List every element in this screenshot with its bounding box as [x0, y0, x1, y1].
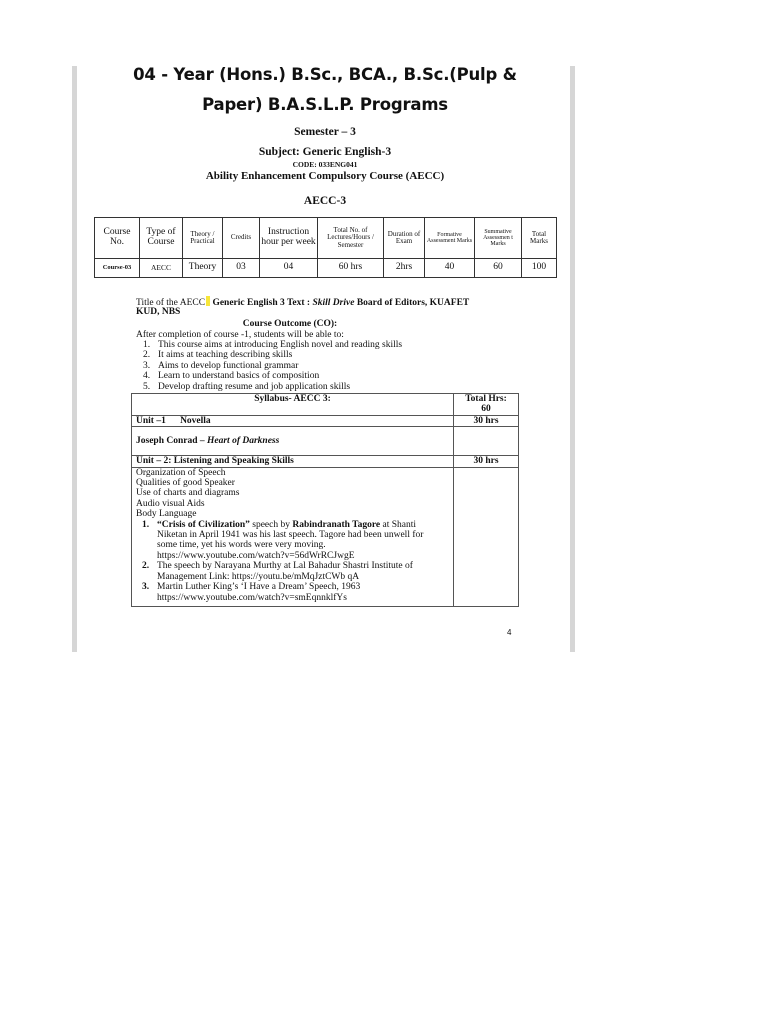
program-title-line1: 04 - Year (Hons.) B.Sc., BCA., B.Sc.(Pulp &	[133, 65, 517, 84]
semester-label: Semester – 3	[294, 126, 356, 138]
page-left-edge	[72, 66, 77, 652]
unit1-title: Unit –1 Novella	[132, 415, 454, 426]
unit1-content-row	[132, 427, 519, 456]
list-item: 5. Develop drafting resume and job application skills	[143, 381, 351, 392]
topic-item: Audio visual Aids	[136, 498, 205, 509]
syllabus-header-row	[132, 394, 519, 416]
unit1-content: Joseph Conrad – Heart of Darkness	[132, 427, 454, 456]
table-cell: 2hrs	[384, 259, 425, 278]
course-outcome-intro: After completion of course -1, students will be able to:	[136, 330, 344, 340]
speech2-link[interactable]: Management Link: https://youtu.be/mMqJztCWb qA	[157, 571, 360, 582]
page-number: 4	[507, 628, 512, 637]
course-code: CODE: 033ENG041	[292, 160, 358, 169]
list-item: 2. It aims at teaching describing skills	[143, 350, 293, 361]
list-item: 3. Aims to develop functional grammar	[143, 360, 299, 371]
topic-item: Organization of Speech	[136, 467, 226, 478]
header-cell: Total No. of Lectures/Hours / Semester	[318, 218, 384, 259]
title-info-book: Skill Drive	[312, 298, 355, 308]
header-cell: Duration of Exam	[384, 218, 425, 259]
program-title-line2: Paper) B.A.S.L.P. Programs	[202, 95, 448, 114]
subject-label: Subject: Generic English-3	[258, 146, 392, 158]
syllabus-table	[131, 393, 519, 607]
total-hours-value: 60	[481, 404, 491, 415]
course-outcome-list	[137, 340, 402, 392]
speech1-author: Rabindranath Tagore	[292, 519, 381, 530]
total-hours-cell	[454, 394, 519, 416]
unit1-book: Heart of Darkness	[207, 436, 280, 447]
header-cell: Instruction hour per week	[260, 218, 318, 259]
unit2-title-row	[132, 456, 519, 467]
header-cell: Type of Course	[140, 218, 183, 259]
table-cell: Course-03	[95, 259, 140, 278]
header-cell: Theory / Practical	[183, 218, 223, 259]
table-cell: 40	[425, 259, 475, 278]
page-right-edge	[570, 66, 575, 652]
header-cell: Credits	[223, 218, 260, 259]
table-cell: Theory	[183, 259, 223, 278]
title-info-line2: KUD, NBS	[136, 307, 181, 317]
course-id: AECC-3	[303, 195, 347, 207]
speech3-link[interactable]: https://www.youtube.com/watch?v=smEqnnklfYs	[157, 592, 347, 603]
speech-item: 1. “Crisis of Civilization” speech by Rabindranath Tagore at Shanti Niketan in April 1941 was his last speech. Tagore had been unwell for some time, yet his words were very moving. https://www.youtube.com/watch?v=56dWrRCJwgE	[136, 520, 449, 562]
topic-item: Qualities of good Speaker	[136, 478, 235, 489]
title-info-text: Generic English 3 Text :	[212, 298, 313, 308]
speech1-link[interactable]: https://www.youtube.com/watch?v=56dWrRCJwgE	[157, 550, 355, 561]
title-info-line1	[136, 296, 469, 308]
header-cell: Total Marks	[522, 218, 557, 259]
topic-item: Use of charts and diagrams	[136, 488, 240, 499]
header-cell: Summative Assessmen t Marks	[475, 218, 522, 259]
unit2-title: Unit – 2: Listening and Speaking Skills	[132, 456, 454, 467]
header-cell: Course No.	[95, 218, 140, 259]
course-table-header-row	[95, 218, 557, 259]
header-cell: Formative Assessment Marks	[425, 218, 475, 259]
list-item: 1. This course aims at introducing English novel and reading skills	[143, 340, 403, 350]
course-table-row	[95, 259, 557, 278]
title-info-suffix: Board of Editors, KUAFET	[354, 298, 470, 308]
speech-item: 2. The speech by Narayana Murthy at Lal Bahadur Shastri Institute of Management Link: https://youtu.be/mMqJztCWb qA	[136, 561, 449, 582]
table-cell: 100	[522, 259, 557, 278]
topic-item: Body Language	[136, 509, 197, 520]
total-hours-label: Total Hrs:	[465, 394, 507, 404]
course-type: Ability Enhancement Compulsory Course (AECC)	[205, 170, 445, 182]
empty-cell	[454, 427, 519, 456]
table-cell: 03	[223, 259, 260, 278]
course-outcome-heading: Course Outcome (CO):	[242, 319, 338, 329]
unit2-hours: 30 hrs	[454, 456, 519, 467]
table-cell: 04	[260, 259, 318, 278]
speech-item: 3. Martin Luther King’s ‘I Have a Dream’ Speech, 1963 https://www.youtube.com/watch?v=smEqnnklfYs	[136, 582, 449, 603]
speech1-title: “Crisis of Civilization”	[157, 519, 250, 530]
empty-cell	[454, 467, 519, 606]
unit1-hours: 30 hrs	[454, 415, 519, 426]
unit2-content-row	[132, 467, 519, 606]
course-info-table	[94, 217, 557, 278]
unit2-content	[132, 467, 454, 606]
syllabus-heading: Syllabus- AECC 3:	[132, 394, 454, 416]
table-cell: AECC	[140, 259, 183, 278]
table-cell: 60	[475, 259, 522, 278]
title-info-prefix: Title of the AECC	[136, 298, 206, 308]
list-item: 4. Learn to understand basics of composition	[143, 371, 320, 382]
unit1-title-row	[132, 415, 519, 426]
table-cell: 60 hrs	[318, 259, 384, 278]
